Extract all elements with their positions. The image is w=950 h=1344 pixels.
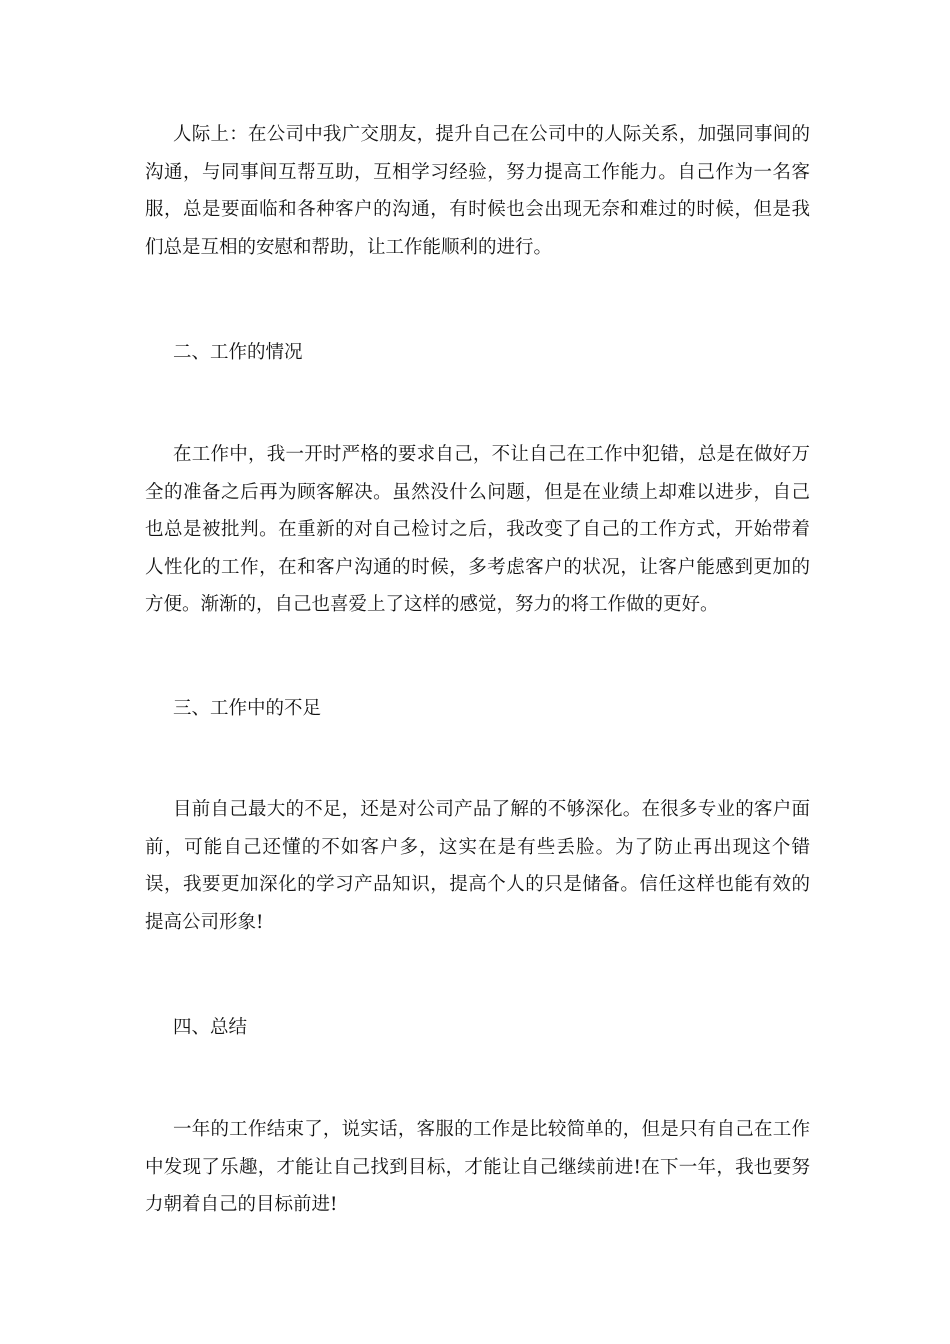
paragraph-work-situation: 在工作中，我一开时严格的要求自己，不让自己在工作中犯错，总是在做好万全的准备之后再为顾客解决。虽然没什么问题，但是在业绩上却难以进步，自己也总是被批判。在重新的对自己检讨之后，我改变了自己的工作方式，开始带着人性化的工作，在和客户沟通的时候，多考虑客户的状况，让客户能感到更加的方便。渐渐的，自己也喜爱上了这样的感觉，努力的将工作做的更好。 <box>145 444 810 615</box>
paragraph-shortcomings: 目前自己最大的不足，还是对公司产品了解的不够深化。在很多专业的客户面前，可能自己还懂的不如客户多，这实在是有些丢脸。为了防止再出现这个错误，我要更加深化的学习产品知识，提高个人的只是储备。信任这样也能有效的提高公司形象! <box>145 799 810 933</box>
paragraph-summary: 一年的工作结束了，说实话，客服的工作是比较简单的，但是只有自己在工作中发现了乐趣，才能让自己找到目标，才能让自己继续前进!在下一年，我也要努力朝着自己的目标前进! <box>145 1119 810 1215</box>
heading-shortcomings: 三、工作中的不足 <box>173 698 322 719</box>
paragraph-interpersonal: 人际上：在公司中我广交朋友，提升自己在公司中的人际关系，加强同事间的沟通，与同事间互帮互助，互相学习经验，努力提高工作能力。自己作为一名客服，总是要面临和各种客户的沟通，有时候也会出现无奈和难过的时候，但是我们总是互相的安慰和帮助，让工作能顺利的进行。 <box>145 124 810 258</box>
heading-work-situation: 二、工作的情况 <box>173 342 303 363</box>
heading-summary: 四、总结 <box>173 1017 248 1038</box>
